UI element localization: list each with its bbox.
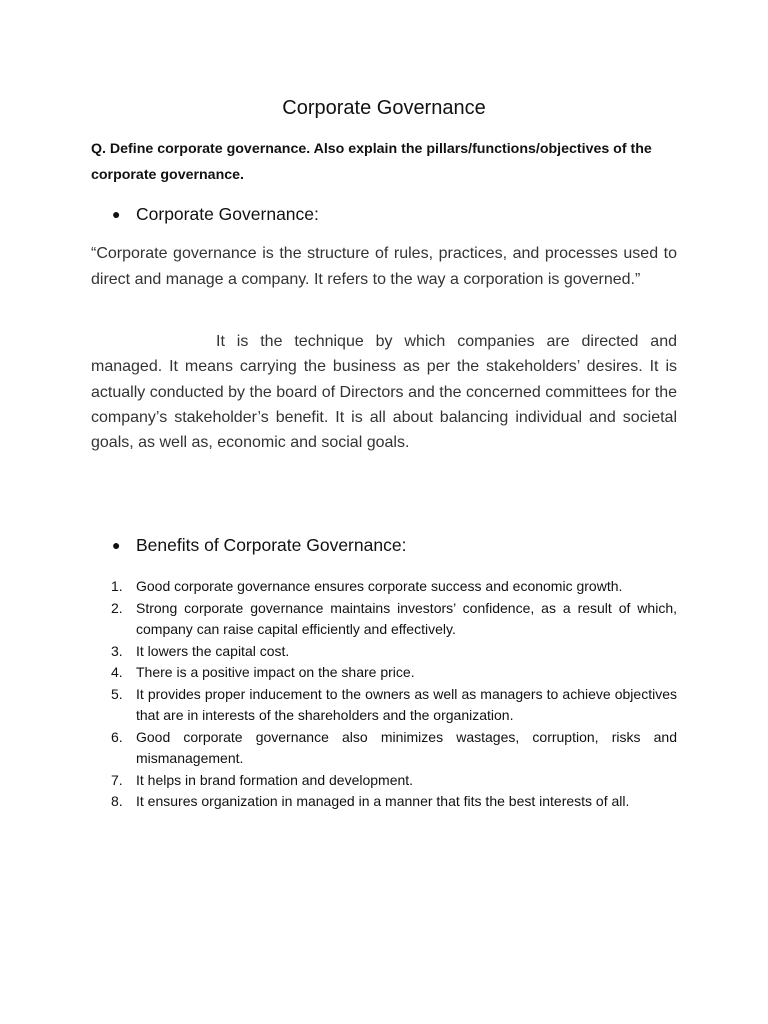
list-item: [91, 791, 677, 813]
list-item: [91, 684, 677, 727]
list-item-text: Strong corporate governance maintains investors’ confidence, as a result of which, company can raise capital efficiently and effectively.: [136, 599, 677, 637]
bullet-icon: ●: [112, 206, 121, 222]
list-item: [91, 727, 677, 770]
list-item: [91, 641, 677, 663]
list-item-text: There is a positive impact on the share price.: [136, 664, 415, 680]
list-item-text: It lowers the capital cost.: [136, 642, 290, 659]
section-heading-definition: [112, 202, 319, 226]
section-heading-label: Benefits of Corporate Governance:: [136, 535, 407, 555]
list-item-number: 2.: [111, 599, 123, 616]
list-item-number: 8.: [111, 793, 123, 809]
list-item-number: 6.: [111, 728, 123, 745]
list-item-number: 7.: [111, 771, 123, 788]
list-item-text: It helps in brand formation and development.: [136, 771, 414, 788]
list-item-text: It provides proper inducement to the owners as well as managers to achieve objectives that are in interests of the shareholders and the organization.: [136, 685, 677, 723]
list-item: [91, 770, 677, 792]
list-item-number: 4.: [111, 664, 123, 680]
list-item: [91, 662, 677, 684]
section-heading-benefits: [112, 533, 406, 557]
section-heading-label: Corporate Governance:: [136, 204, 319, 224]
document-title: Corporate Governance: [282, 97, 486, 119]
list-item-number: 1.: [111, 578, 123, 594]
list-item-number: 3.: [111, 642, 123, 659]
list-item: [91, 576, 677, 598]
definition-quote-paragraph: “Corporate governance is the structure of rules, practices, and processes used to direct and manage a company. It refers to the way a corporation is governed.”: [91, 245, 677, 288]
definition-explanation-paragraph: It is the technique by which companies are directed and managed. It means carrying the business as per the stakeholders’ desires. It is actually conducted by the board of Directors and the concerned committees for the company’s stakeholder’s benefit. It is all about balancing individual and societal goals, as well as, economic and social goals.: [91, 333, 677, 452]
list-item-text: Good corporate governance also minimizes wastages, corruption, risks and mismanagement.: [136, 728, 677, 766]
question-text: Q. Define corporate governance. Also explain the pillars/functions/objectives of the corporate governance.: [91, 141, 652, 183]
list-item-text: Good corporate governance ensures corporate success and economic growth.: [136, 578, 623, 594]
list-item: [91, 598, 677, 641]
bullet-icon: ●: [112, 537, 121, 553]
list-item-number: 5.: [111, 685, 123, 702]
list-item-text: It ensures organization in managed in a manner that fits the best interests of all.: [136, 793, 630, 809]
benefits-list: [91, 576, 677, 813]
